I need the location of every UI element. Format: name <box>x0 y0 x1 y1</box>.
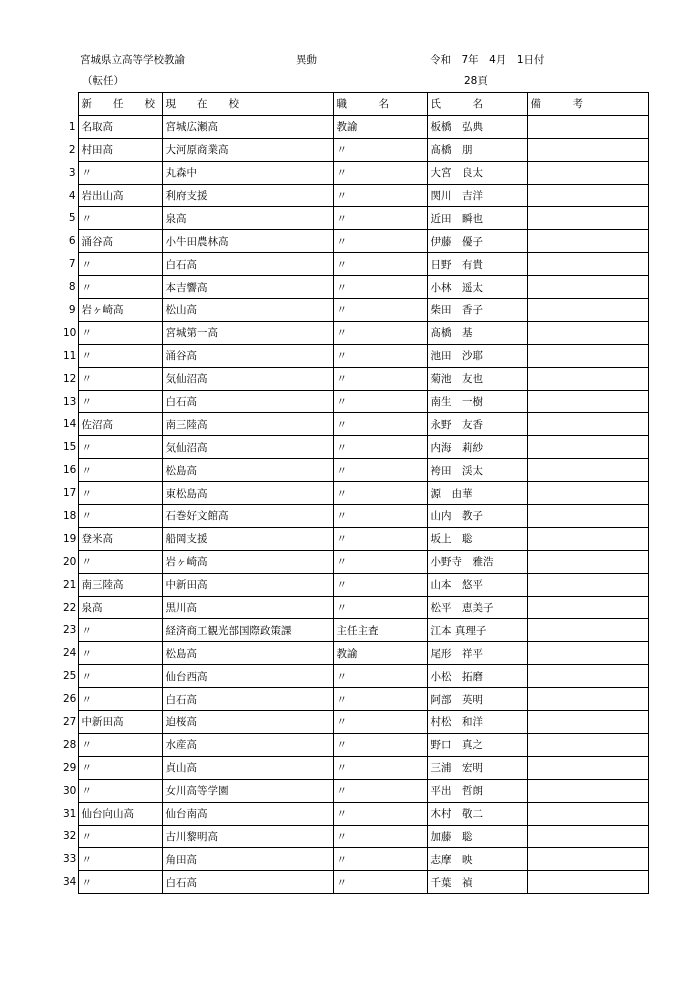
remarks-cell <box>527 161 648 184</box>
remarks-cell <box>527 596 648 619</box>
current-school-cell: 白石高 <box>162 871 333 894</box>
row-number: 20 <box>63 555 77 568</box>
row-number: 12 <box>63 372 77 385</box>
current-school-cell: 女川高等学園 <box>162 779 333 802</box>
table-row <box>63 642 648 665</box>
position-cell: 〃 <box>333 756 427 779</box>
current-school-cell: 宮城広瀬高 <box>162 115 333 138</box>
position-cell: 〃 <box>333 802 427 825</box>
table-row <box>63 253 648 276</box>
new-school-cell: 泉高 <box>78 596 162 619</box>
name-cell: 加藤 聡 <box>427 825 527 848</box>
new-school-cell: 〃 <box>78 344 162 367</box>
position-cell: 〃 <box>333 207 427 230</box>
new-school-cell: 岩ヶ崎高 <box>78 299 162 322</box>
current-school-cell: 泉高 <box>162 207 333 230</box>
row-number: 13 <box>63 395 77 408</box>
table-row <box>63 871 648 894</box>
new-school-cell: 〃 <box>78 848 162 871</box>
current-school-cell: 水産高 <box>162 733 333 756</box>
new-school-cell: 〃 <box>78 321 162 344</box>
remarks-cell <box>527 871 648 894</box>
new-school-cell: 〃 <box>78 505 162 528</box>
current-school-cell: 松山高 <box>162 299 333 322</box>
current-school-cell: 宮城第一高 <box>162 321 333 344</box>
current-school-cell: 大河原商業高 <box>162 138 333 161</box>
row-number: 8 <box>68 281 76 294</box>
table-row <box>63 115 648 138</box>
new-school-cell: 〃 <box>78 779 162 802</box>
table-row <box>63 161 648 184</box>
new-school-cell: 〃 <box>78 619 162 642</box>
row-number: 21 <box>63 578 77 591</box>
position-cell: 〃 <box>333 688 427 711</box>
row-number: 9 <box>68 303 76 316</box>
position-cell: 〃 <box>333 596 427 619</box>
table-row <box>63 688 648 711</box>
personnel-table <box>63 92 649 894</box>
row-number: 25 <box>63 670 77 683</box>
new-school-cell: 佐沼高 <box>78 413 162 436</box>
current-school-cell: 中新田高 <box>162 573 333 596</box>
table-row <box>63 184 648 207</box>
table-row <box>63 413 648 436</box>
name-cell: 千葉 禎 <box>427 871 527 894</box>
current-school-cell: 利府支援 <box>162 184 333 207</box>
remarks-cell <box>527 115 648 138</box>
table-row <box>63 367 648 390</box>
page-number: 28頁 <box>464 75 488 87</box>
new-school-cell: 〃 <box>78 871 162 894</box>
remarks-cell <box>527 756 648 779</box>
new-school-cell: 名取高 <box>78 115 162 138</box>
new-school-cell: 中新田高 <box>78 711 162 734</box>
remarks-cell <box>527 299 648 322</box>
new-school-cell: 〃 <box>78 459 162 482</box>
table-header-row <box>63 93 648 116</box>
current-school-cell: 迫桜高 <box>162 711 333 734</box>
name-cell: 菊池 友也 <box>427 367 527 390</box>
name-cell: 永野 友香 <box>427 413 527 436</box>
position-cell: 〃 <box>333 299 427 322</box>
position-cell: 〃 <box>333 871 427 894</box>
table-row <box>63 779 648 802</box>
row-number: 28 <box>63 738 77 751</box>
new-school-cell: 〃 <box>78 253 162 276</box>
header-remarks: 備 考 <box>527 93 648 116</box>
name-cell: 三浦 宏明 <box>427 756 527 779</box>
header-name: 氏 名 <box>427 93 527 116</box>
new-school-cell: 涌谷高 <box>78 230 162 253</box>
name-cell: 南生 一樹 <box>427 390 527 413</box>
position-cell: 〃 <box>333 665 427 688</box>
remarks-cell <box>527 184 648 207</box>
row-number: 15 <box>63 441 77 454</box>
row-number: 16 <box>63 464 77 477</box>
current-school-cell: 涌谷高 <box>162 344 333 367</box>
table-row <box>63 390 648 413</box>
position-cell: 〃 <box>333 527 427 550</box>
row-number: 31 <box>63 807 77 820</box>
new-school-cell: 〃 <box>78 276 162 299</box>
new-school-cell: 〃 <box>78 756 162 779</box>
remarks-cell <box>527 642 648 665</box>
remarks-cell <box>527 711 648 734</box>
new-school-cell: 〃 <box>78 665 162 688</box>
name-cell: 大宮 良太 <box>427 161 527 184</box>
position-cell: 〃 <box>333 459 427 482</box>
new-school-cell: 〃 <box>78 436 162 459</box>
position-cell: 〃 <box>333 321 427 344</box>
name-cell: 小林 遥太 <box>427 276 527 299</box>
position-cell: 教諭 <box>333 115 427 138</box>
position-cell: 〃 <box>333 413 427 436</box>
row-number: 2 <box>68 143 76 156</box>
row-number: 26 <box>63 693 77 706</box>
row-number: 29 <box>63 761 77 774</box>
current-school-cell: 石巻好文館高 <box>162 505 333 528</box>
row-number: 3 <box>68 166 76 179</box>
current-school-cell: 松島高 <box>162 642 333 665</box>
remarks-cell <box>527 505 648 528</box>
organization-title: 宮城県立高等学校教諭 <box>80 54 185 66</box>
name-cell: 髙橋 朋 <box>427 138 527 161</box>
row-number: 23 <box>63 624 77 637</box>
remarks-cell <box>527 138 648 161</box>
current-school-cell: 岩ヶ崎高 <box>162 550 333 573</box>
current-school-cell: 黒川高 <box>162 596 333 619</box>
name-cell: 江本 真理子 <box>427 619 527 642</box>
name-cell: 坂上 聡 <box>427 527 527 550</box>
position-cell: 〃 <box>333 390 427 413</box>
remarks-cell <box>527 459 648 482</box>
table-row <box>63 756 648 779</box>
name-cell: 木村 敬二 <box>427 802 527 825</box>
new-school-cell: 南三陸高 <box>78 573 162 596</box>
row-number: 30 <box>63 784 77 797</box>
table-row <box>63 482 648 505</box>
new-school-cell: 登米高 <box>78 527 162 550</box>
row-number: 10 <box>63 326 77 339</box>
row-number: 18 <box>63 509 77 522</box>
row-number: 5 <box>68 212 76 225</box>
remarks-cell <box>527 619 648 642</box>
name-cell: 志摩 映 <box>427 848 527 871</box>
header-current-school: 現 在 校 <box>162 93 333 116</box>
position-cell: 教諭 <box>333 642 427 665</box>
name-cell: 近田 瞬也 <box>427 207 527 230</box>
remarks-cell <box>527 413 648 436</box>
remarks-cell <box>527 482 648 505</box>
new-school-cell: 〃 <box>78 550 162 573</box>
table-row <box>63 321 648 344</box>
table-row <box>63 344 648 367</box>
name-cell: 関川 吉洋 <box>427 184 527 207</box>
table-row <box>63 527 648 550</box>
row-number: 19 <box>63 532 77 545</box>
row-number: 6 <box>68 235 76 248</box>
remarks-cell <box>527 230 648 253</box>
table-row <box>63 596 648 619</box>
row-number: 27 <box>63 715 77 728</box>
remarks-cell <box>527 367 648 390</box>
row-number: 34 <box>63 876 77 889</box>
table-row <box>63 550 648 573</box>
table-row <box>63 619 648 642</box>
row-number: 32 <box>63 830 77 843</box>
row-number: 4 <box>68 189 76 202</box>
remarks-cell <box>527 550 648 573</box>
table-row <box>63 825 648 848</box>
name-cell: 松平 恵美子 <box>427 596 527 619</box>
name-cell: 日野 有貴 <box>427 253 527 276</box>
row-number: 24 <box>63 647 77 660</box>
row-number: 17 <box>63 487 77 500</box>
header-position: 職 名 <box>333 93 427 116</box>
table-row <box>63 711 648 734</box>
table-row <box>63 459 648 482</box>
position-cell: 〃 <box>333 848 427 871</box>
new-school-cell: 仙台向山高 <box>78 802 162 825</box>
table-row <box>63 436 648 459</box>
position-cell: 〃 <box>333 573 427 596</box>
remarks-cell <box>527 207 648 230</box>
table-row <box>63 848 648 871</box>
current-school-cell: 松島高 <box>162 459 333 482</box>
remarks-cell <box>527 825 648 848</box>
name-cell: 村松 和洋 <box>427 711 527 734</box>
remarks-cell <box>527 573 648 596</box>
category-label: 異動 <box>296 54 317 66</box>
current-school-cell: 丸森中 <box>162 161 333 184</box>
header-new-school: 新 任 校 <box>78 93 162 116</box>
row-number: 33 <box>63 853 77 866</box>
new-school-cell: 〃 <box>78 825 162 848</box>
current-school-cell: 経済商工観光部国際政策課 <box>162 619 333 642</box>
table-row <box>63 733 648 756</box>
new-school-cell: 〃 <box>78 367 162 390</box>
position-cell: 主任主査 <box>333 619 427 642</box>
current-school-cell: 仙台西高 <box>162 665 333 688</box>
new-school-cell: 〃 <box>78 642 162 665</box>
new-school-cell: 〃 <box>78 733 162 756</box>
name-cell: 源 由華 <box>427 482 527 505</box>
remarks-cell <box>527 321 648 344</box>
name-cell: 小野寺 雅浩 <box>427 550 527 573</box>
position-cell: 〃 <box>333 367 427 390</box>
new-school-cell: 〃 <box>78 688 162 711</box>
current-school-cell: 古川黎明高 <box>162 825 333 848</box>
new-school-cell: 〃 <box>78 390 162 413</box>
name-cell: 山本 悠平 <box>427 573 527 596</box>
position-cell: 〃 <box>333 779 427 802</box>
current-school-cell: 角田高 <box>162 848 333 871</box>
current-school-cell: 貞山高 <box>162 756 333 779</box>
row-number: 11 <box>63 349 77 362</box>
position-cell: 〃 <box>333 825 427 848</box>
new-school-cell: 〃 <box>78 482 162 505</box>
current-school-cell: 気仙沼高 <box>162 367 333 390</box>
name-cell: 阿部 英明 <box>427 688 527 711</box>
remarks-cell <box>527 688 648 711</box>
position-cell: 〃 <box>333 482 427 505</box>
current-school-cell: 東松島高 <box>162 482 333 505</box>
position-cell: 〃 <box>333 253 427 276</box>
current-school-cell: 白石高 <box>162 390 333 413</box>
current-school-cell: 南三陸高 <box>162 413 333 436</box>
transfer-type-label: （転任） <box>82 75 124 87</box>
name-cell: 板橋 弘典 <box>427 115 527 138</box>
table-row <box>63 573 648 596</box>
remarks-cell <box>527 344 648 367</box>
remarks-cell <box>527 802 648 825</box>
remarks-cell <box>527 665 648 688</box>
table-row <box>63 505 648 528</box>
name-cell: 平出 哲朗 <box>427 779 527 802</box>
position-cell: 〃 <box>333 505 427 528</box>
new-school-cell: 村田高 <box>78 138 162 161</box>
position-cell: 〃 <box>333 344 427 367</box>
position-cell: 〃 <box>333 711 427 734</box>
new-school-cell: 〃 <box>78 161 162 184</box>
name-cell: 袴田 渓太 <box>427 459 527 482</box>
row-number: 7 <box>68 258 76 271</box>
name-cell: 内海 莉紗 <box>427 436 527 459</box>
effective-date: 令和 7年 4月 1日付 <box>430 54 545 66</box>
current-school-cell: 本吉響高 <box>162 276 333 299</box>
remarks-cell <box>527 276 648 299</box>
remarks-cell <box>527 253 648 276</box>
position-cell: 〃 <box>333 184 427 207</box>
name-cell: 伊藤 優子 <box>427 230 527 253</box>
current-school-cell: 白石高 <box>162 253 333 276</box>
table-row <box>63 802 648 825</box>
remarks-cell <box>527 848 648 871</box>
row-number: 1 <box>68 120 76 133</box>
remarks-cell <box>527 390 648 413</box>
table-row <box>63 665 648 688</box>
current-school-cell: 気仙沼高 <box>162 436 333 459</box>
personnel-table-body <box>63 93 648 894</box>
position-cell: 〃 <box>333 138 427 161</box>
remarks-cell <box>527 436 648 459</box>
current-school-cell: 白石高 <box>162 688 333 711</box>
remarks-cell <box>527 779 648 802</box>
row-number: 14 <box>63 418 77 431</box>
new-school-cell: 岩出山高 <box>78 184 162 207</box>
name-cell: 山内 教子 <box>427 505 527 528</box>
name-cell: 尾形 祥平 <box>427 642 527 665</box>
table-row <box>63 276 648 299</box>
position-cell: 〃 <box>333 550 427 573</box>
position-cell: 〃 <box>333 436 427 459</box>
remarks-cell <box>527 527 648 550</box>
position-cell: 〃 <box>333 733 427 756</box>
current-school-cell: 仙台南高 <box>162 802 333 825</box>
row-number: 22 <box>63 601 77 614</box>
name-cell: 野口 真之 <box>427 733 527 756</box>
remarks-cell <box>527 733 648 756</box>
position-cell: 〃 <box>333 230 427 253</box>
position-cell: 〃 <box>333 276 427 299</box>
table-row <box>63 230 648 253</box>
current-school-cell: 小牛田農林高 <box>162 230 333 253</box>
name-cell: 髙橋 基 <box>427 321 527 344</box>
current-school-cell: 船岡支援 <box>162 527 333 550</box>
position-cell: 〃 <box>333 161 427 184</box>
table-row <box>63 299 648 322</box>
table-row <box>63 207 648 230</box>
table-row <box>63 138 648 161</box>
name-cell: 柴田 香子 <box>427 299 527 322</box>
name-cell: 池田 沙耶 <box>427 344 527 367</box>
name-cell: 小松 拓磨 <box>427 665 527 688</box>
header-number-cell <box>63 93 78 116</box>
new-school-cell: 〃 <box>78 207 162 230</box>
